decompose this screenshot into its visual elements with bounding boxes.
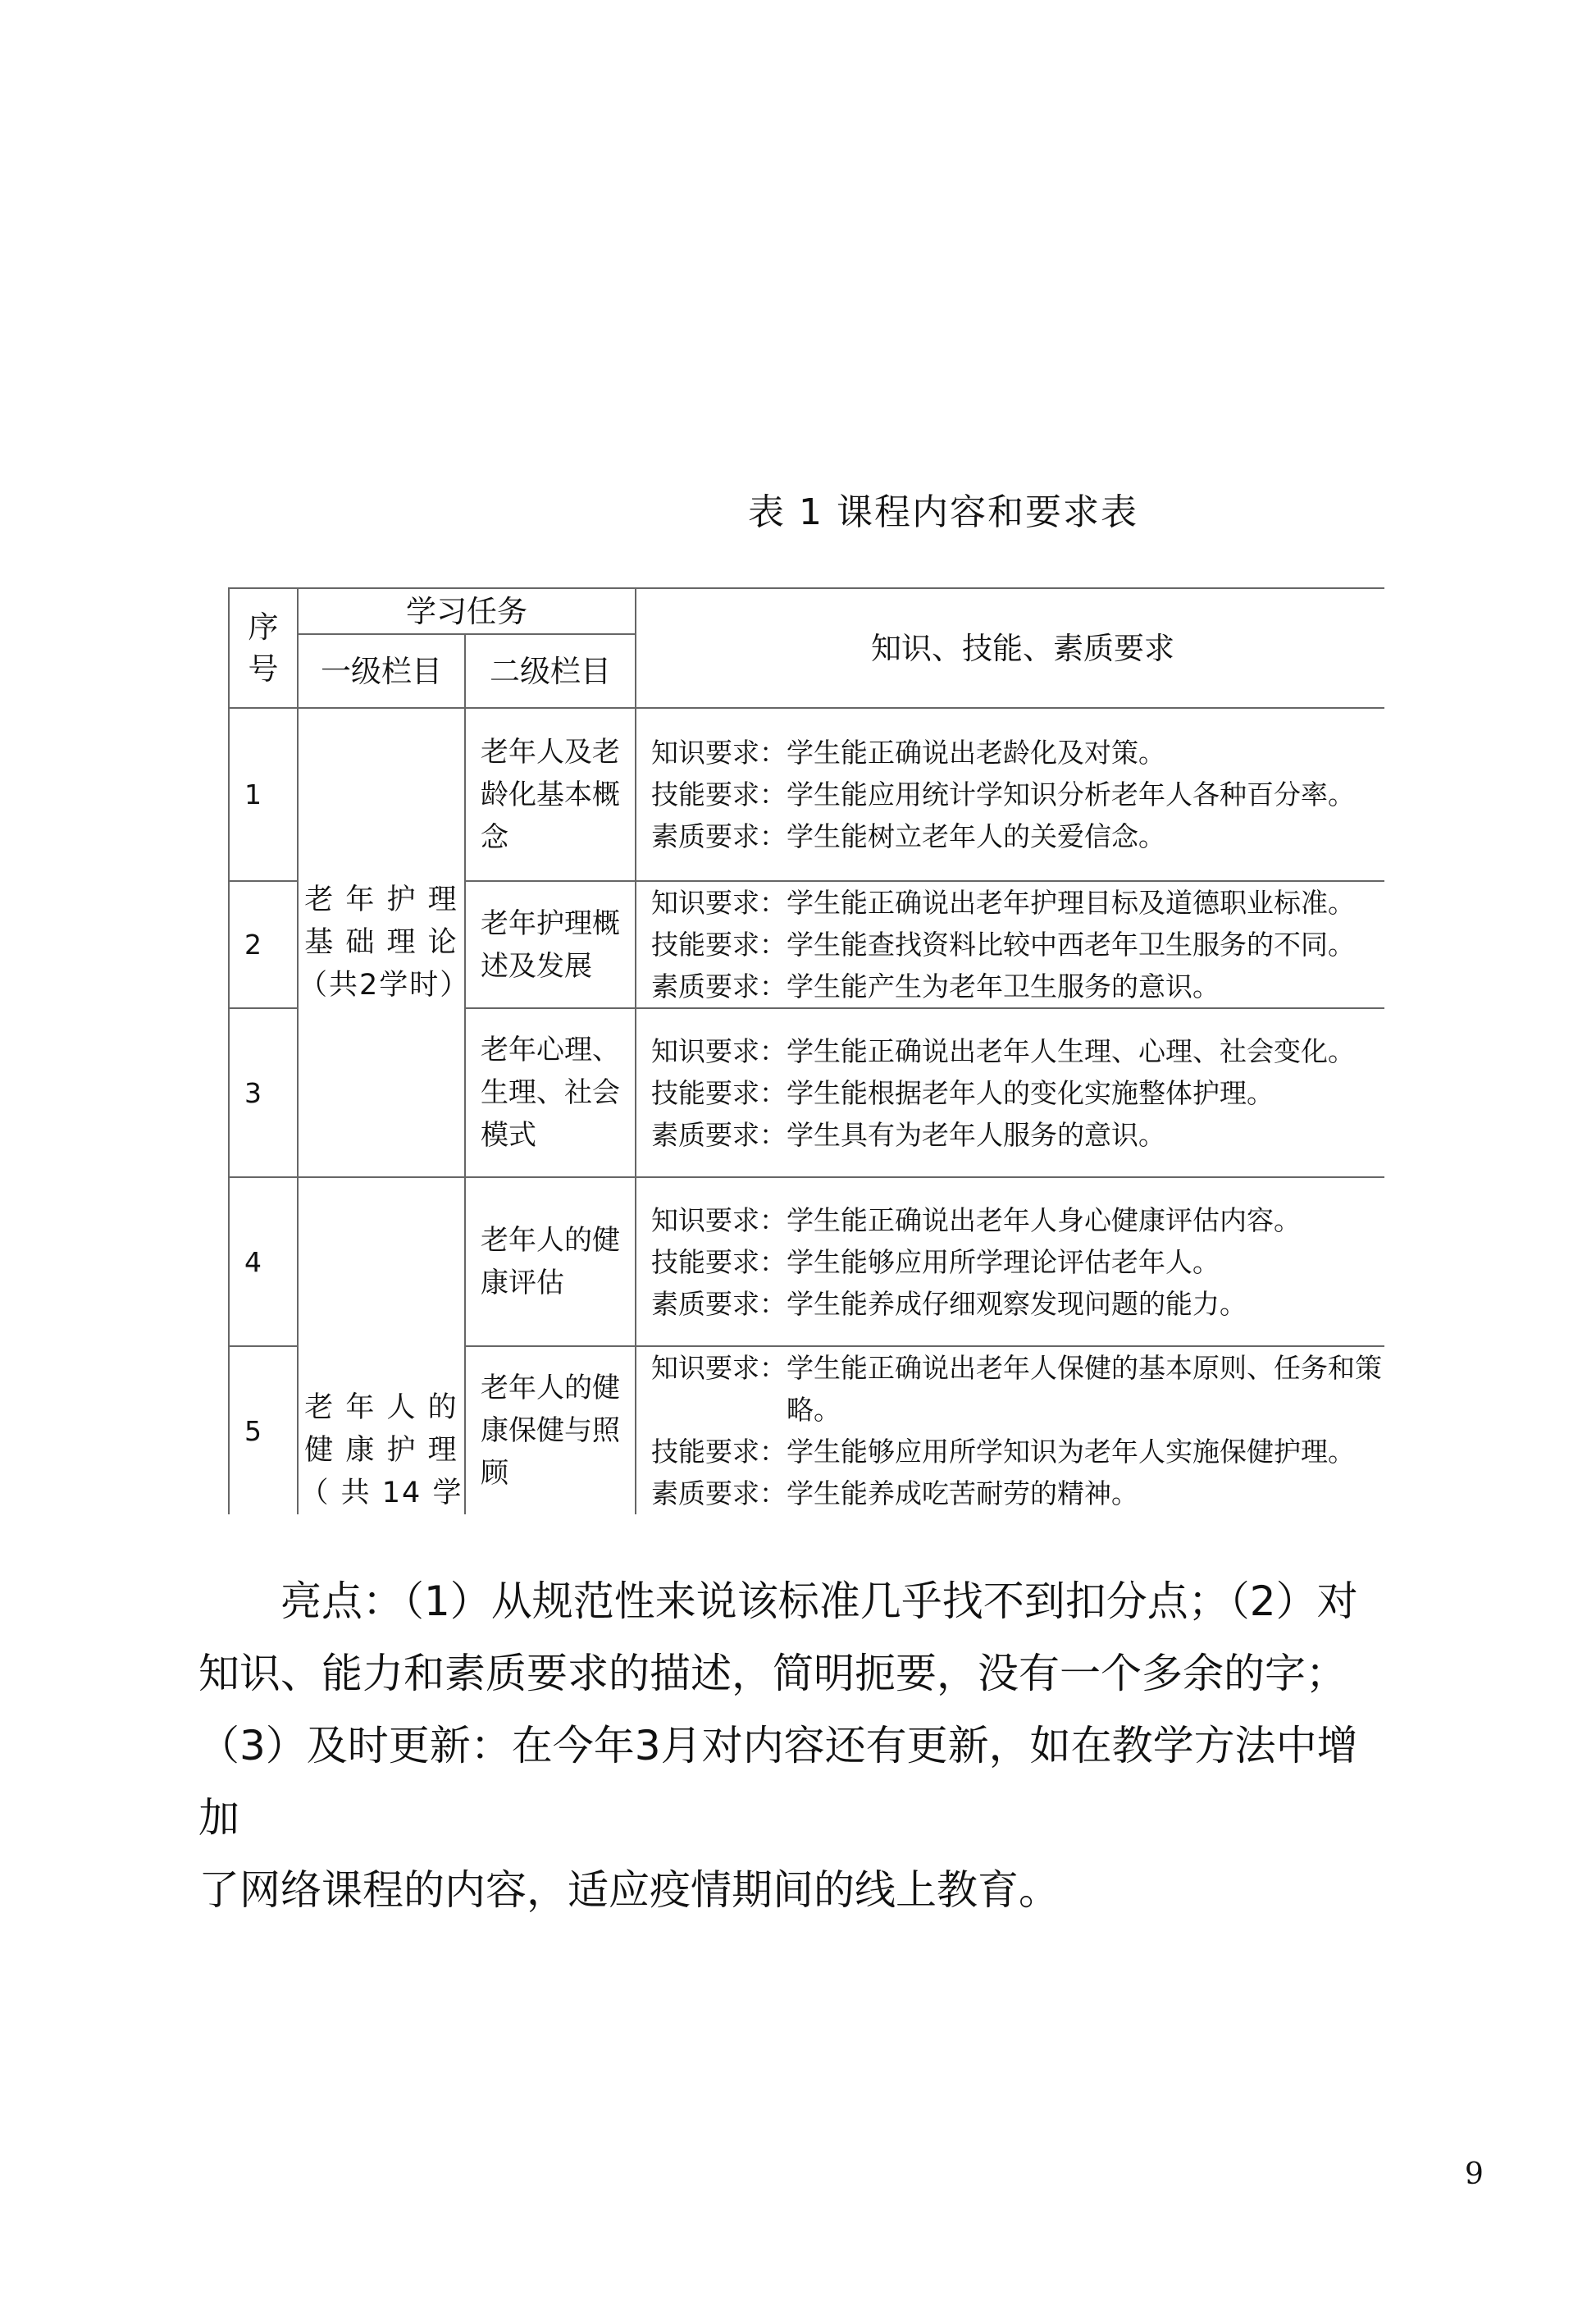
level2-cell: 老年人及老 龄化基本概 念: [465, 708, 636, 881]
requirements-cell: 知识要求：学生能正确说出老龄化及对策。 技能要求：学生能应用统计学知识分析老年人各种百分率。 素质要求：学生能树立老年人的关爱信念。: [636, 708, 1384, 881]
header-requirements: 知识、技能、素质要求: [636, 588, 1384, 708]
level2-cell: 老年心理、 生理、社会 模式: [465, 1008, 636, 1177]
row-number: 3: [229, 1008, 298, 1177]
header-learning-task: 学习任务: [298, 588, 636, 634]
table-caption: 表 1 课程内容和要求表: [748, 491, 1138, 533]
header-level2: 二级栏目: [465, 634, 636, 708]
level2-cell: 老年护理概 述及发展: [465, 881, 636, 1008]
paragraph-line: 了网络课程的内容，适应疫情期间的线上教育。: [198, 1866, 1060, 1914]
body-paragraph: [198, 1565, 1396, 1926]
row-number: 4: [229, 1177, 298, 1346]
requirements-cell: 知识要求：学生能正确说出老年人生理、心理、社会变化。 技能要求：学生能根据老年人的变化实施整体护理。 素质要求：学生具有为老年人服务的意识。: [636, 1008, 1384, 1177]
row-number: 2: [229, 881, 298, 1008]
course-table: [228, 587, 1384, 1514]
requirements-cell: 知识要求：学生能正确说出老年人保健的基本原则、任务和策 略。 技能要求：学生能够应用所学知识为老年人实施保健护理。 素质要求：学生能养成吃苦耐劳的精神。: [636, 1346, 1384, 1514]
requirements-cell: 知识要求：学生能正确说出老年护理目标及道德职业标准。 技能要求：学生能查找资料比较中西老年卫生服务的不同。 素质要求：学生能产生为老年卫生服务的意识。: [636, 881, 1384, 1008]
row-number: 5: [229, 1346, 298, 1514]
course-table-wrapper: [228, 587, 1384, 1514]
level1-cell: 老 年 人 的 健 康 护 理 （ 共 14 学: [298, 1177, 465, 1514]
header-level1: 一级栏目: [298, 634, 465, 708]
page-number: 9: [1465, 2157, 1484, 2191]
level2-cell: 老年人的健 康评估: [465, 1177, 636, 1346]
table-row: [229, 1177, 1384, 1346]
paragraph-line: 亮点：（1）从规范性来说该标准几乎找不到扣分点；（2）对: [280, 1577, 1358, 1625]
paragraph-line: （3）及时更新：在今年3月对内容还有更新，如在教学方法中增加: [198, 1722, 1358, 1842]
header-seq: 序 号: [229, 588, 298, 708]
level1-cell: 老 年 护 理 基 础 理 论 （共2学时）: [298, 708, 465, 1177]
table-row: [229, 708, 1384, 881]
paragraph-line: 知识、能力和素质要求的描述，简明扼要，没有一个多余的字；: [198, 1650, 1347, 1697]
level2-cell: 老年人的健 康保健与照 顾: [465, 1346, 636, 1514]
requirements-cell: 知识要求：学生能正确说出老年人身心健康评估内容。 技能要求：学生能够应用所学理论评估老年人。 素质要求：学生能养成仔细观察发现问题的能力。: [636, 1177, 1384, 1346]
row-number: 1: [229, 708, 298, 881]
